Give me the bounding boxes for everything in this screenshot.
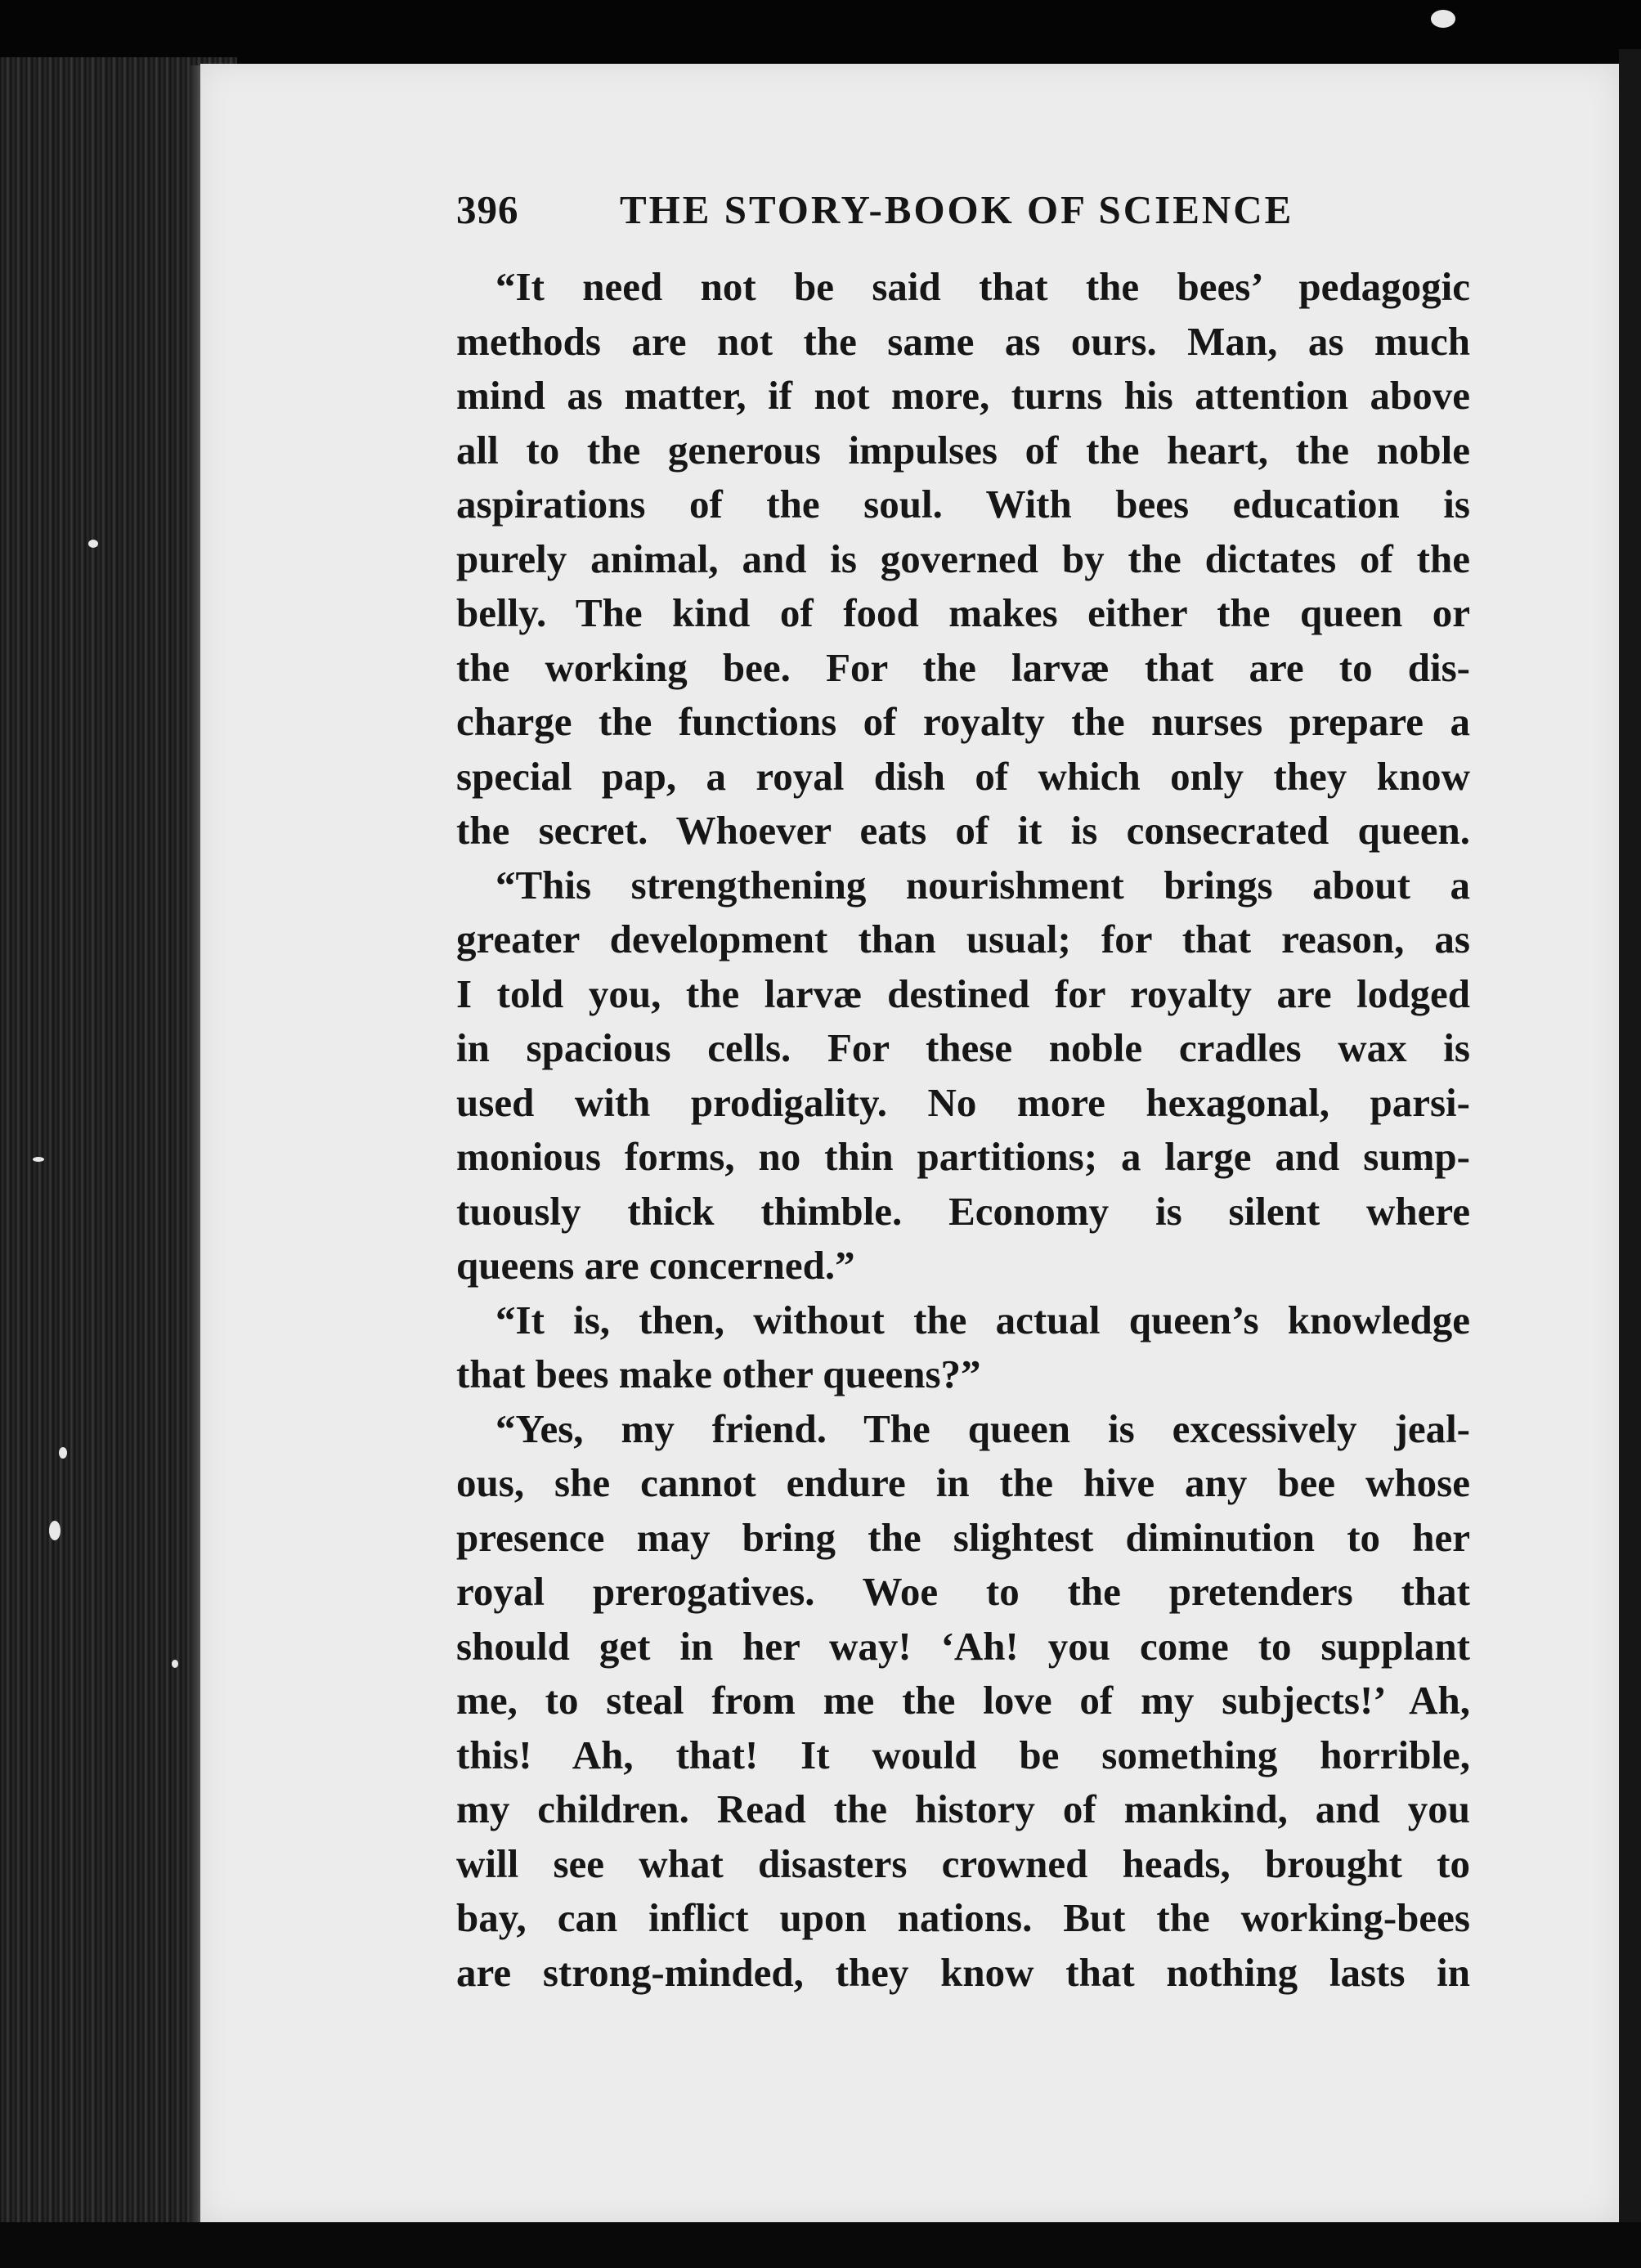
scan-speck	[172, 1660, 178, 1668]
scan-bottom-border	[0, 2222, 1641, 2268]
text-line: bay, can inflict upon nations. But the working-bees	[456, 1895, 1470, 1940]
scan-speck	[59, 1447, 67, 1459]
text-line: “It need not be said that the bees’ pedagogic	[495, 264, 1470, 309]
text-line: royal prerogatives. Woe to the pretenders that	[456, 1569, 1470, 1614]
text-line: charge the functions of royalty the nurses prepare a	[456, 699, 1470, 744]
scan-top-border	[0, 0, 1641, 67]
text-line: that bees make other queens?”	[456, 1351, 981, 1396]
text-line: special pap, a royal dish of which only they know	[456, 753, 1470, 799]
text-line: queens are concerned.”	[456, 1243, 855, 1288]
scan-speck	[49, 1521, 61, 1540]
text-line: the working bee. For the larvæ that are to dis-	[456, 644, 1470, 690]
text-line: monious forms, no thin partitions; a large and sump-	[456, 1134, 1470, 1179]
scan-right-border	[1619, 49, 1641, 2268]
text-line: ous, she cannot endure in the hive any bee whose	[456, 1460, 1470, 1505]
text-line: belly. The kind of food makes either the queen or	[456, 590, 1470, 635]
text-line: my children. Read the history of mankind, and you	[456, 1786, 1470, 1831]
text-line: this! Ah, that! It would be something horrible,	[456, 1732, 1470, 1777]
text-line: are strong-minded, they know that nothing lasts in	[456, 1949, 1470, 1995]
text-line: tuously thick thimble. Economy is silent where	[456, 1188, 1470, 1234]
scan-speck	[33, 1157, 44, 1162]
text-line: mind as matter, if not more, turns his attention above	[456, 373, 1470, 418]
text-line: “It is, then, without the actual queen’s knowledge	[495, 1297, 1470, 1342]
body-text	[456, 260, 1470, 2000]
scan-speck	[88, 540, 98, 548]
text-line: purely animal, and is governed by the dictates of the	[456, 536, 1470, 581]
text-line: the secret. Whoever eats of it is consecrated queen.	[456, 808, 1470, 853]
running-title: THE STORY-BOOK OF SCIENCE	[620, 187, 1294, 232]
text-line: “Yes, my friend. The queen is excessively jeal-	[495, 1405, 1470, 1451]
text-line: will see what disasters crowned heads, brought to	[456, 1840, 1470, 1886]
text-line: in spacious cells. For these noble cradles wax is	[456, 1025, 1470, 1070]
text-line: me, to steal from me the love of my subjects!’ Ah,	[456, 1678, 1470, 1723]
text-line: methods are not the same as ours. Man, as much	[456, 318, 1470, 364]
running-head	[456, 186, 1470, 244]
scan-speck	[1431, 10, 1455, 28]
text-line: used with prodigality. No more hexagonal, parsi-	[456, 1079, 1470, 1125]
text-line: “This strengthening nourishment brings about a	[495, 862, 1470, 908]
text-line: aspirations of the soul. With bees education is	[456, 482, 1470, 527]
text-line: I told you, the larvæ destined for royalty are lodged	[456, 970, 1470, 1016]
text-line: all to the generous impulses of the heart, the noble	[456, 427, 1470, 473]
page-number: 396	[456, 187, 519, 232]
text-line: should get in her way! ‘Ah! you come to supplant	[456, 1623, 1470, 1669]
text-line: presence may bring the slightest diminution to her	[456, 1514, 1470, 1560]
text-line: greater development than usual; for that reason, as	[456, 917, 1470, 961]
